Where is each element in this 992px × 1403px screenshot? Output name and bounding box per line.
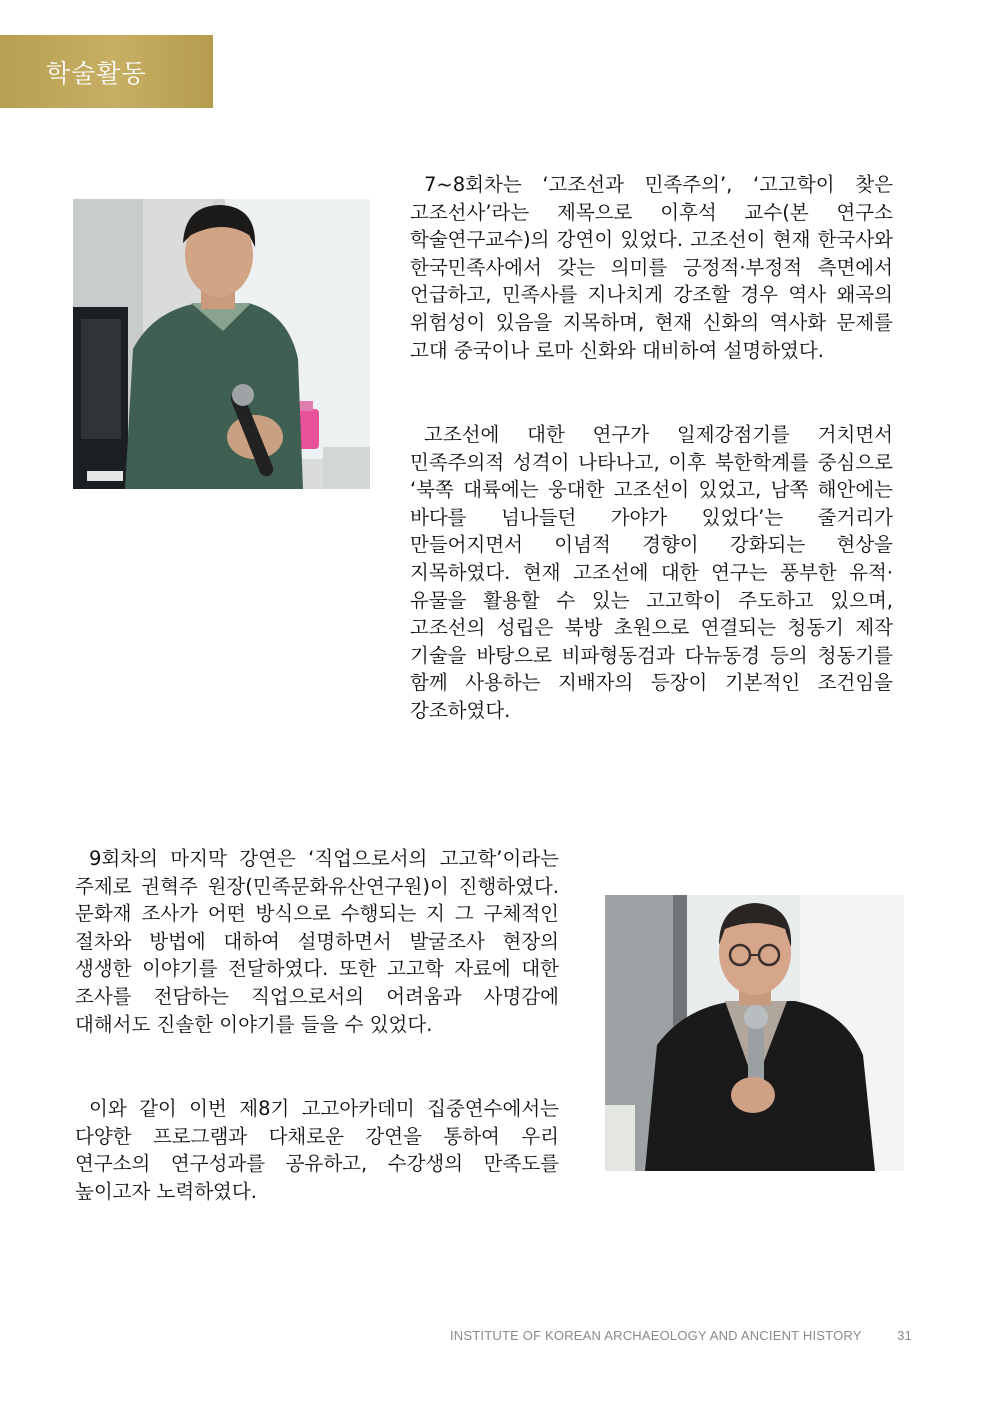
lecture-7-8-paragraph-1: 7~8회차는 ‘고조선과 민족주의’, ‘고고학이 찾은 고조선사’라는 제목으로 이후석 교수(본 연구소 학술연구교수)의 강연이 있었다. 고조선이 현재 한국사와 한국민족사에서 갖는 의미를 긍정적·부정적 측면에서 언급하고, 민족사를 지나치게 강조할 경우 역사 왜곡의 위험성이 있음을 지목하며, 현재 신화의 역사화 문제를 고대 중국이나 로마 신화와 대비하여 설명하였다. — [410, 173, 893, 362]
lecture-9-paragraph-1: 9회차의 마지막 강연은 ‘직업으로서의 고고학’이라는 주제로 권혁주 원장(민족문화유산연구원)이 진행하였다. 문화재 조사가 어떤 방식으로 수행되는 지 그 구체적인 절차와 방법에 대하여 설명하면서 발굴조사 현장의 생생한 이야기를 전달하였다. 또한 고고학 자료에 대한 조사를 전담하는 직업으로서의 어려움과 사명감에 대해서도 진솔한 이야기를 들을 수 있었다. — [75, 847, 559, 1036]
closing-paragraph: 이와 같이 이번 제8기 고고아카데미 집중연수에서는 다양한 프로그램과 다채로운 강연을 통하여 우리 연구소의 연구성과를 공유하고, 수강생의 만족도를 높이고자 노력하였다. — [75, 1097, 559, 1203]
lecturer-photo-2 — [605, 895, 904, 1171]
section-title: 학술활동 — [46, 58, 147, 88]
page-footer — [450, 1328, 912, 1343]
section-tab — [0, 35, 213, 108]
lecturer-photo-1 — [73, 199, 370, 489]
footer-institute-name: INSTITUTE OF KOREAN ARCHAEOLOGY AND ANCIENT HISTORY — [450, 1328, 862, 1343]
page-number: 31 — [897, 1328, 912, 1343]
lecture-7-8-paragraph-2: 고조선에 대한 연구가 일제강점기를 거치면서 민족주의적 성격이 나타나고, 이후 북한학계를 중심으로 ‘북쪽 대륙에는 웅대한 고조선이 있었고, 남쪽 해안에는 바다를 넘나들던 가야가 있었다’는 줄거리가 만들어지면서 이념적 경향이 강화되는 현상을 지목하였다. 현재 고조선에 대한 연구는 풍부한 유적·유물을 활용할 수 있는 고고학이 주도하고 있으며, 고조선의 성립은 북방 초원으로 연결되는 청동기 제작 기술을 바탕으로 비파형동검과 다뉴동경 등의 청동기를 함께 사용하는 지배자의 등장이 기본적인 조건임을 강조하였다. — [410, 423, 893, 722]
